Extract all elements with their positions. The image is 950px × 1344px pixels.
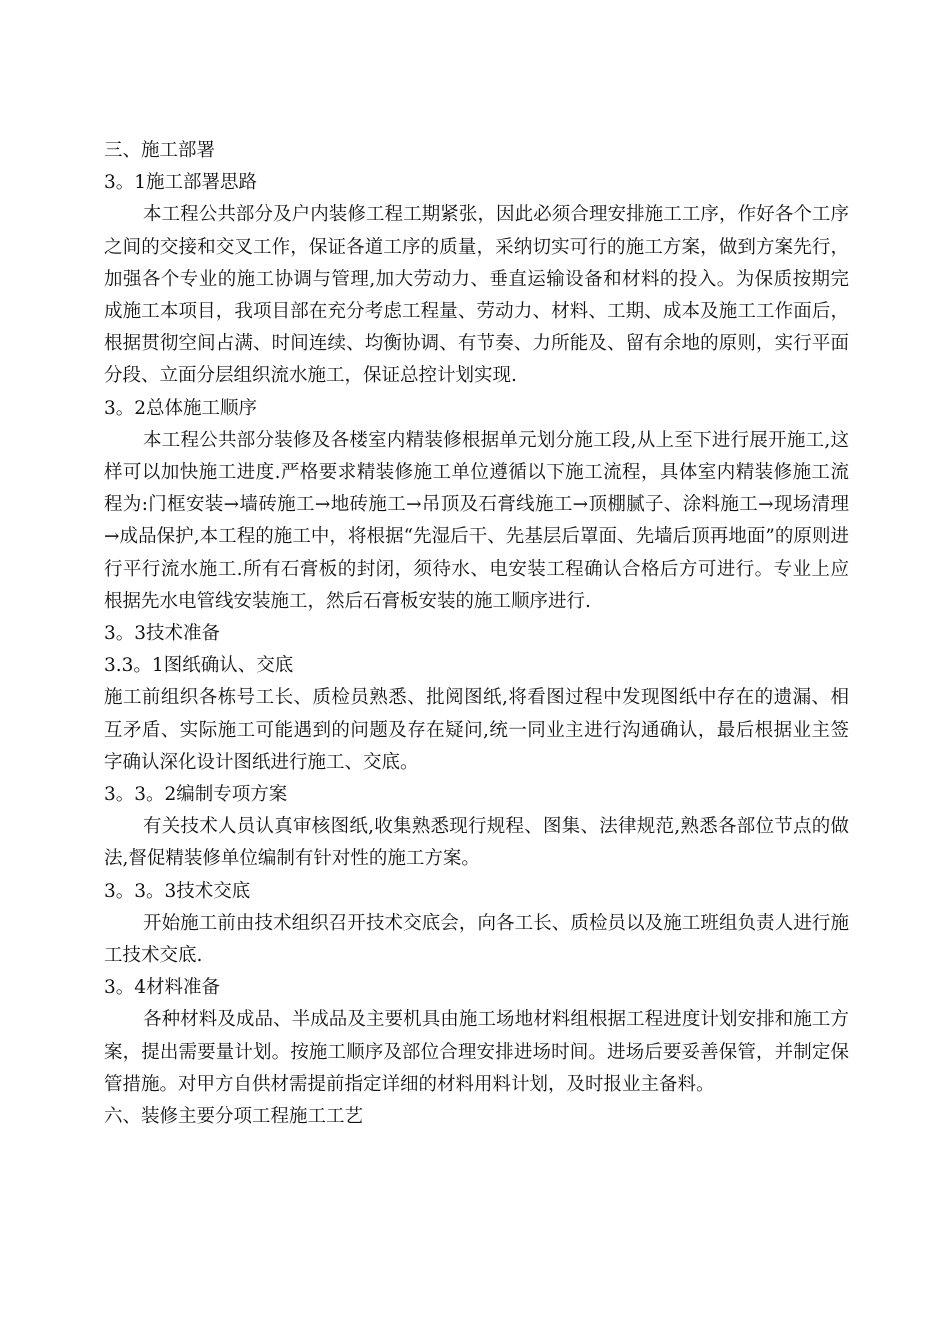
section-6-title: 六、装修主要分项工程施工工艺 <box>104 1106 364 1128</box>
subsection-3-3-3-heading: 3。3。3技术交底 <box>104 880 251 902</box>
subsection-3-3-2-paragraph: 有关技术人员认真审核图纸,收集熟悉现行规程、图集、法律规范,熟悉各部位节点的做法,督促精装修单位编制有针对性的施工方案。 <box>104 816 849 870</box>
subsection-3-3-heading: 3。3技术准备 <box>104 623 221 645</box>
section-3-title: 三、施工部署 <box>104 140 216 161</box>
subsection-3-3-1-heading: 3.3。1图纸确认、交底 <box>104 655 294 677</box>
subsection-3-4-paragraph: 各种材料及成品、半成品及主要机具由施工场地材料组根据工程进度计划安排和施工方案，提出需要量计划。按施工顺序及部位合理安排进场时间。进场后要妥善保管，并制定保管措施。对甲方自供材需提前指定详细的材料用料计划，及时报业主备料。 <box>104 1009 849 1095</box>
subsection-3-3-2-heading: 3。3。2编制专项方案 <box>104 784 288 806</box>
subsection-3-3-1-paragraph: 施工前组织各栋号工长、质检员熟悉、批阅图纸,将看图过程中发现图纸中存在的遗漏、相互矛盾、实际施工可能遇到的问题及存在疑问,统一同业主进行沟通确认，最后根据业主签字确认深化设计图纸进行施工、交底。 <box>104 687 849 773</box>
document-body <box>104 135 849 1133</box>
subsection-3-2-heading: 3。2总体施工顺序 <box>104 397 258 419</box>
subsection-3-1-heading: 3。1施工部署思路 <box>104 172 258 194</box>
subsection-3-2-paragraph: 本工程公共部分装修及各楼室内精装修根据单元划分施工段,从上至下进行展开施工,这样可以加快施工进度.严格要求精装修施工单位遵循以下施工流程，具体室内精装修施工流程为:门框安装→墙砖施工→地砖施工→吊顶及石膏线施工→顶棚腻子、涂料施工→现场清理→成品保护,本工程的施工中，将根据“先湿后干、先基层后罩面、先墙后顶再地面”的原则进行平行流水施工.所有石膏板的封闭，须待水、电安装工程确认合格后方可进行。专业上应根据先水电管线安装施工，然后石膏板安装的施工顺序进行. <box>104 429 849 612</box>
subsection-3-3-3-paragraph: 开始施工前由技术组织召开技术交底会，向各工长、质检员以及施工班组负责人进行施工技术交底. <box>104 912 849 967</box>
subsection-3-1-paragraph: 本工程公共部分及户内装修工程工期紧张，因此必须合理安排施工工序，作好各个工序之间的交接和交叉工作，保证各道工序的质量，采纳切实可行的施工方案，做到方案先行，加强各个专业的施工协调与管理,加大劳动力、垂直运输设备和材料的投入。为保质按期完成施工本项目，我项目部在充分考虑工程量、劳动力、材料、工期、成本及施工工作面后，根据贯彻空间占满、时间连续、均衡协调、有节奏、力所能及、留有余地的原则，实行平面分段、立面分层组织流水施工，保证总控计划实现. <box>104 204 849 387</box>
subsection-3-4-heading: 3。4材料准备 <box>104 977 221 999</box>
